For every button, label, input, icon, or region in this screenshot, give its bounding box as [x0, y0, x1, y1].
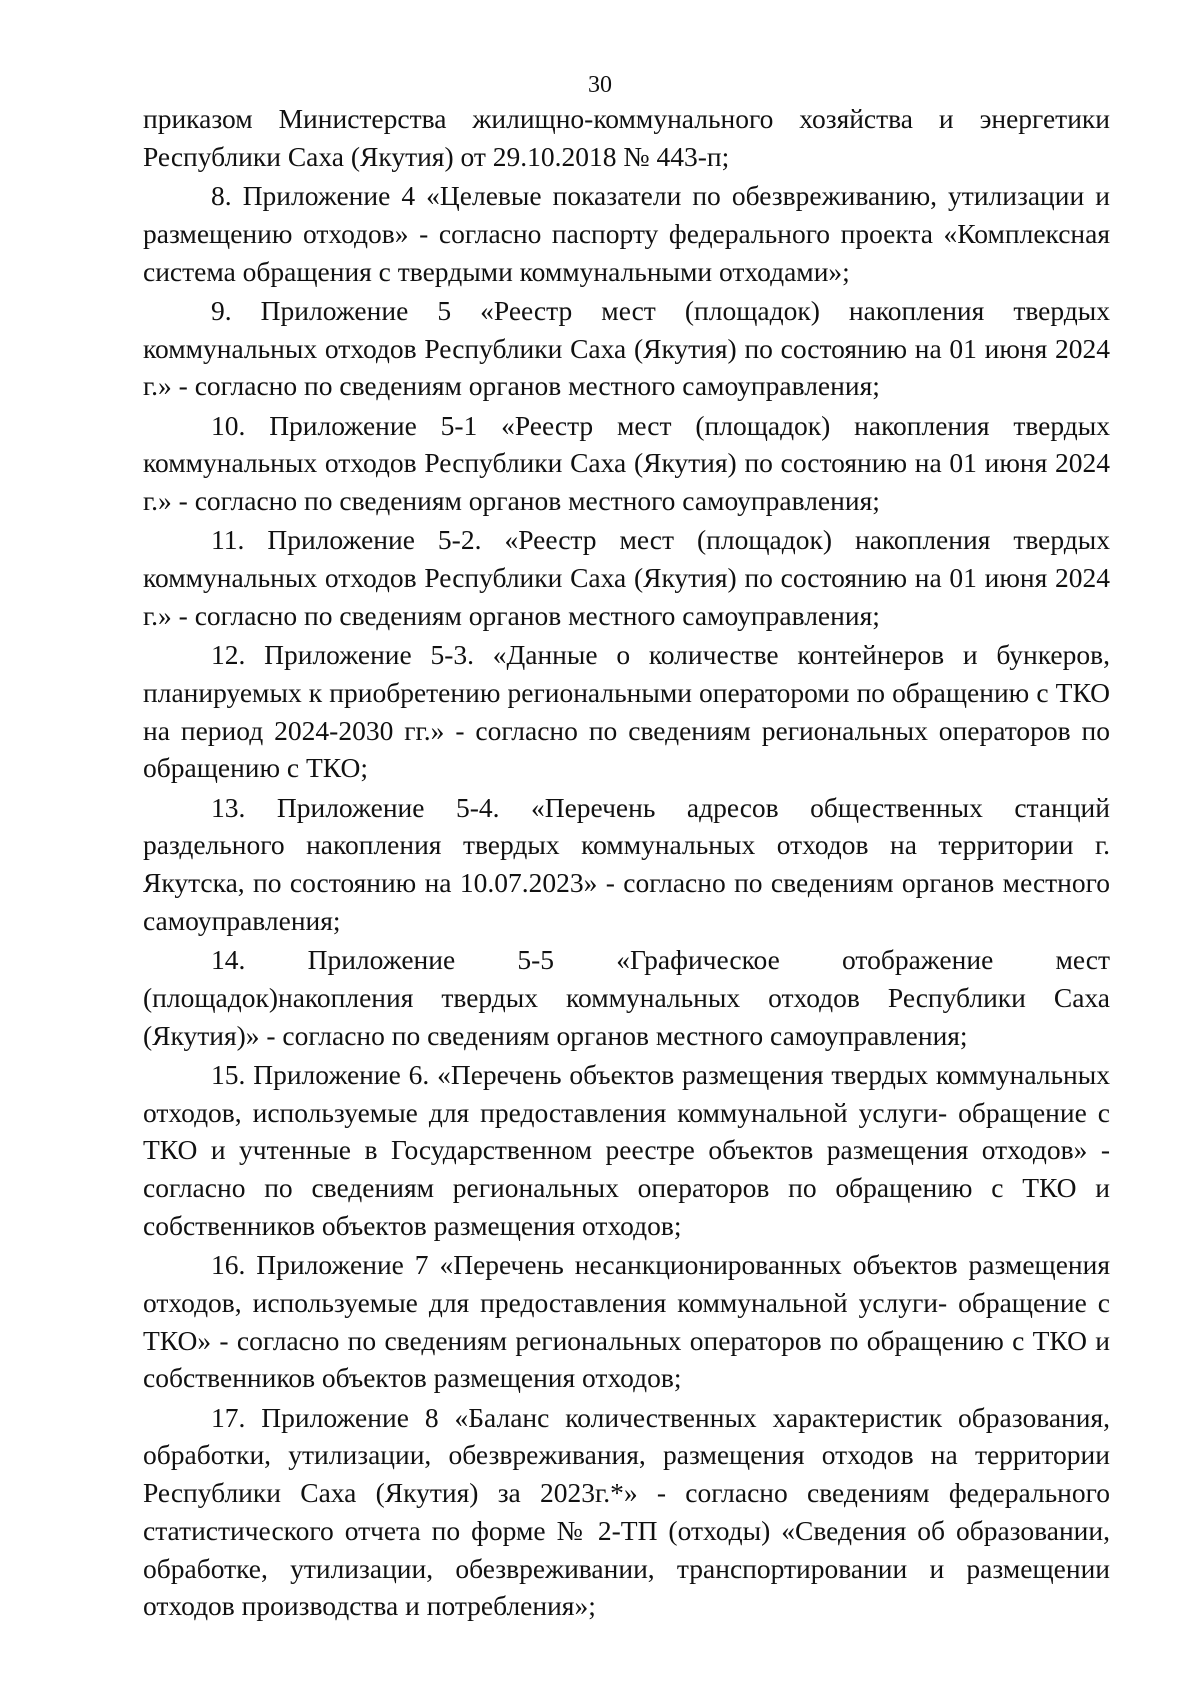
list-item-9: 9. Приложение 5 «Реестр мест (площадок) накопления твердых коммунальных отходов Республики Саха (Якутия) по состоянию на 01 июня 2024 г.» - согласно по сведениям органов местного самоуправления; [143, 294, 1110, 402]
list-item-8: 8. Приложение 4 «Целевые показатели по обезвреживанию, утилизации и размещению отходов» - согласно паспорту федерального проекта «Комплексная система обращения с твердыми коммунальными отходами»; [143, 180, 1110, 287]
list-item-14: 14. Приложение 5-5 «Графическое отображение мест (площадок)накопления твердых коммунальных отходов Республики Саха (Якутия)» - согласно по сведениям органов местного самоуправления; [143, 944, 1110, 1051]
document-body [143, 100, 1110, 1627]
list-item-12: 12. Приложение 5-3. «Данные о количестве контейнеров и бункеров, планируемых к приобретению региональными оператороми по обращению с ТКО на период 2024-2030 гг.» - согласно по сведениям региональных операторов по обращению с ТКО; [143, 639, 1110, 784]
list-item-10: 10. Приложение 5-1 «Реестр мест (площадок) накопления твердых коммунальных отходов Республики Саха (Якутия) по состоянию на 01 июня 2024 г.» - согласно по сведениям органов местного самоуправления; [143, 409, 1110, 517]
list-item-17: 17. Приложение 8 «Баланс количественных характеристик образования, обработки, утилизации, обезвреживания, размещения отходов на территории Республики Саха (Якутия) за 2023г.*» - согласно сведениям федерального статистического отчета по форме № 2-ТП (отходы) «Сведения об образовании, обработке, утилизации, обезвреживании, транспортировании и размещении отходов производства и потребления»; [143, 1401, 1110, 1622]
paragraph-continuation: приказом Министерства жилищно-коммунального хозяйства и энергетики Республики Саха (Якутия) от 29.10.2018 № 443-п; [143, 103, 1110, 172]
page-number: 30 [588, 72, 612, 98]
list-item-13: 13. Приложение 5-4. «Перечень адресов общественных станций раздельного накопления твердых коммунальных отходов на территории г. Якутска, по состоянию на 10.07.2023» - согласно по сведениям органов местного самоуправления; [143, 791, 1110, 936]
list-item-11: 11. Приложение 5-2. «Реестр мест (площадок) накопления твердых коммунальных отходов Республики Саха (Якутия) по состоянию на 01 июня 2024 г.» - согласно по сведениям органов местного самоуправления; [143, 524, 1110, 631]
list-item-16: 16. Приложение 7 «Перечень несанкционированных объектов размещения отходов, используемые для предоставления коммунальной услуги- обращение с ТКО» - согласно по сведениям региональных операторов по обращению с ТКО и собственников объектов размещения отходов; [143, 1249, 1110, 1394]
list-item-15: 15. Приложение 6. «Перечень объектов размещения твердых коммунальных отходов, используемые для предоставления коммунальной услуги- обращение с ТКО и учтенные в Государственном реестре объектов размещения отходов» - согласно по сведениям региональных операторов по обращению с ТКО и собственников объектов размещения отходов; [143, 1059, 1110, 1241]
